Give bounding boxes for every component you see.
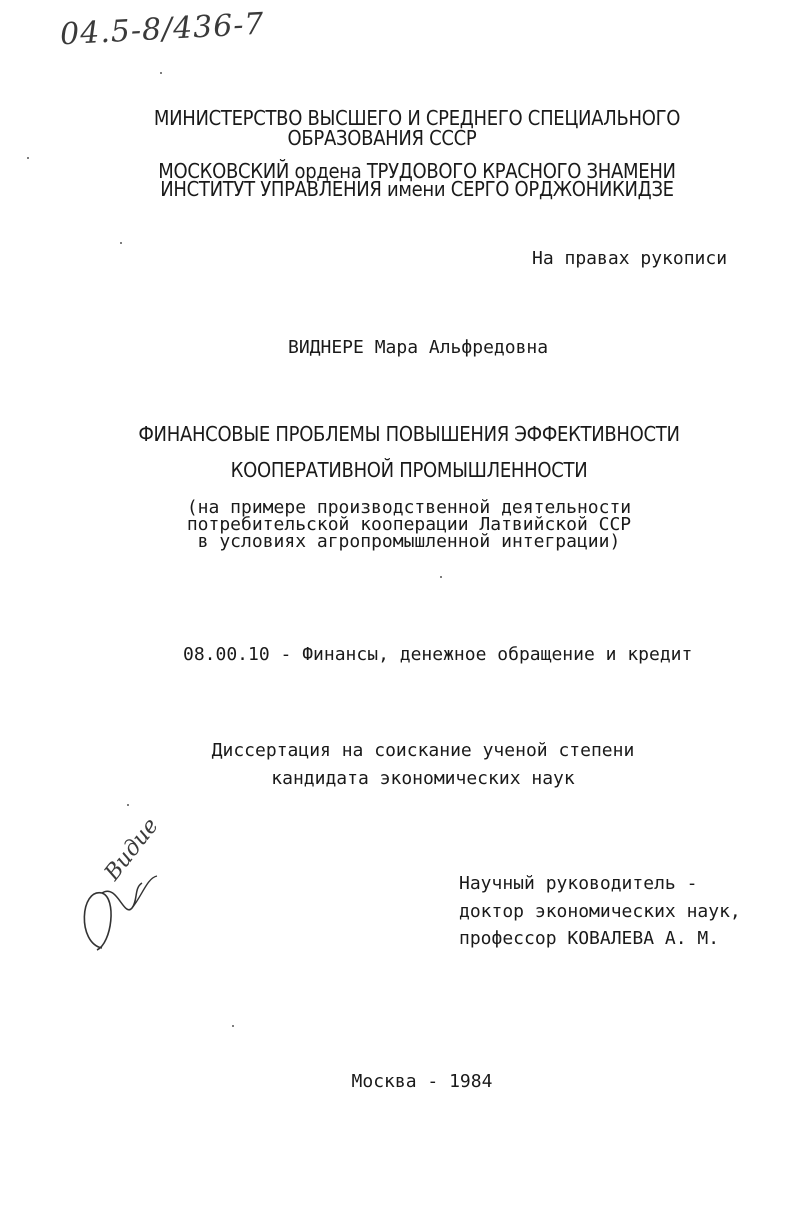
supervisor-line-1: Научный руководитель - bbox=[459, 873, 698, 894]
degree-line-2: кандидата экономических наук bbox=[271, 768, 575, 789]
subtitle-line-2: потребительской кооперации Латвийской ССР bbox=[186, 514, 632, 535]
ministry-line-2: ОБРАЗОВАНИЯ СССР bbox=[287, 126, 477, 150]
author-name: ВИДНЕРЕ Мара Альфредовна bbox=[288, 337, 549, 358]
supervisor-line-3: профессор КОВАЛЕВА А. М. bbox=[459, 928, 720, 949]
scan-speck bbox=[127, 804, 129, 806]
dissertation-title-line-2: КООПЕРАТИВНОЙ ПРОМЫШЛЕННОСТИ bbox=[230, 458, 588, 482]
degree-line-1: Диссертация на соискание ученой степени bbox=[211, 740, 635, 761]
institute-line-1: МОСКОВСКИЙ ордена ТРУДОВОГО КРАСНОГО ЗНАМЕНИ bbox=[158, 159, 676, 183]
specialty-code: 08.00.10 - Финансы, денежное обращение и кредит bbox=[183, 644, 693, 665]
scan-speck bbox=[120, 242, 122, 244]
ministry-line-1: МИНИСТЕРСТВО ВЫСШЕГО И СРЕДНЕГО СПЕЦИАЛЬНОГО bbox=[153, 106, 681, 130]
scan-speck bbox=[440, 576, 442, 578]
archive-mark: 04.5-8/436-7 bbox=[59, 6, 266, 53]
scan-speck bbox=[27, 157, 29, 159]
institute-line-2: ИНСТИТУТ УПРАВЛЕНИЯ имени СЕРГО ОРДЖОНИКИДЗЕ bbox=[160, 177, 674, 201]
signature-text: Видие bbox=[100, 813, 164, 886]
subtitle-line-1: (на примере производственной деятельности bbox=[186, 497, 632, 518]
city-year: Москва - 1984 bbox=[351, 1071, 493, 1092]
scan-speck bbox=[232, 1025, 234, 1027]
subtitle-line-3: в условиях агропромышленной интеграции) bbox=[197, 531, 621, 552]
supervisor-line-2: доктор экономических наук, bbox=[459, 901, 741, 922]
dissertation-title-line-1: ФИНАНСОВЫЕ ПРОБЛЕМЫ ПОВЫШЕНИЯ ЭФФЕКТИВНОСТИ bbox=[138, 422, 680, 446]
scan-speck bbox=[160, 72, 162, 74]
rights-note: На правах рукописи bbox=[532, 248, 728, 269]
